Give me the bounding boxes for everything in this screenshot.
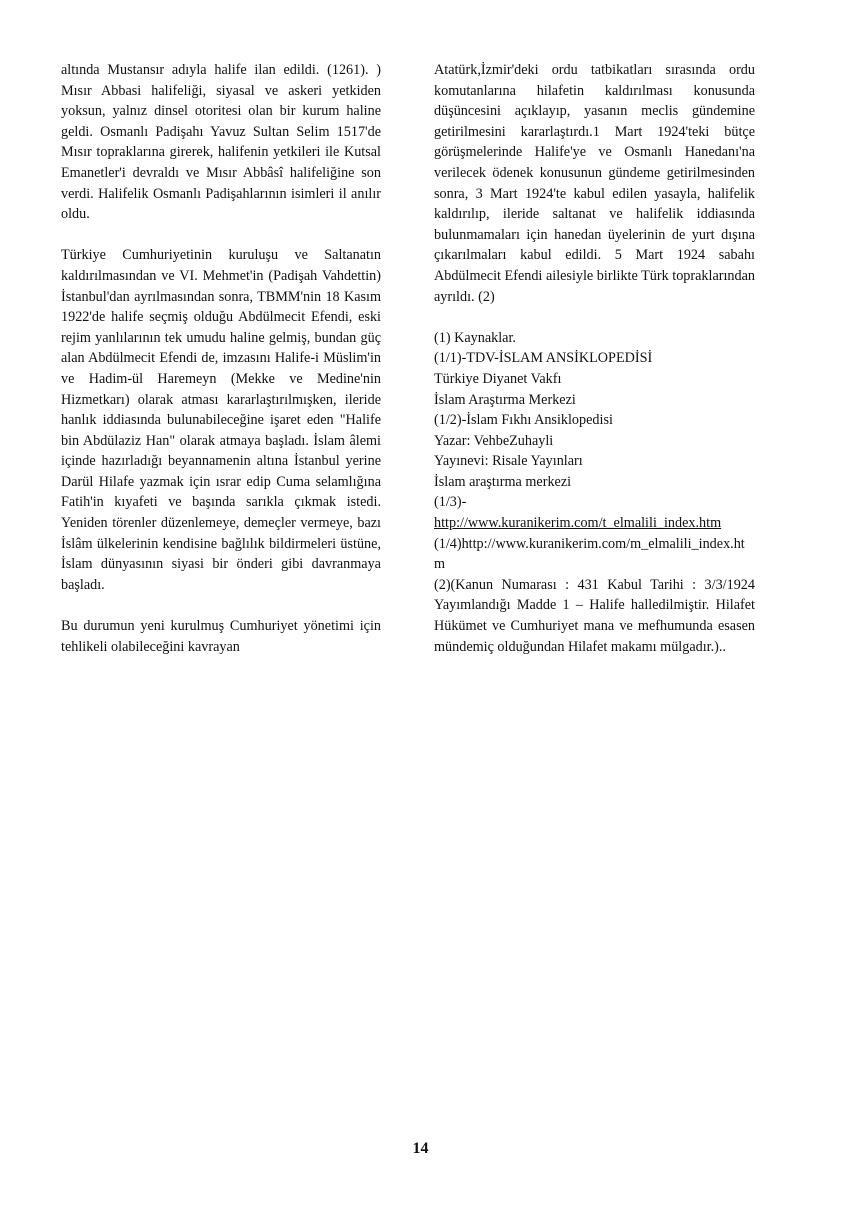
page-number: 14: [412, 1140, 429, 1157]
reference-2-publisher: Yayınevi: Risale Yayınları: [434, 453, 583, 470]
right-column: [434, 60, 755, 657]
paragraph-republic-founding: Türkiye Cumhuriyetinin kuruluşu ve Saltanatın kaldırılmasından ve VI. Mehmet'in (Padişah Vahdettin) İstanbul'dan ayrılmasından sonra, TBMM'nin 18 Kasım 1922'de halife seçmiş olduğu Abdülmecit Efendi, eski rejim yanlılarının tek umudu haline gelmiş, bundan güç alan Abdülmecit Efendi de, imzasını Halife-i Müslim'in ve Hadim-ül Haremeyn (Mekke ve Medine'nin Hizmetkarı) olarak atması kararlaştırılmışken, ileride hanlık iddiasında bulunabileceğine işaret eden "Halife bin Abdülaziz Han" olarak atmaya başladı. İslam âlemi içinde hazırladığı beyannamenin altına İstanbul yerine Darül Hilafe yazmak için ısrar edip Cuma selamlığına Fatih'in kıyafeti ve başında sarıkla çıkmak istedi. Yeniden törenler düzenlemeye, demeçler vermeye, bazı İslâm ülkelerinin kendisine bağlılık bildirmeleri üstüne, İslam dünyasının siyasi bir önderi gibi davranmaya başladı.: [61, 247, 381, 593]
reference-5-law: (2)(Kanun Numarası : 431 Kabul Tarihi : 3/3/1924 Yayımlandığı Madde 1 – Halife halledilmiştir. Hilafet Hükümet ve Cumhuriyet mana ve mefhumunda esasen mündemiç olduğundan Hilafet makamı mülgadır.)..: [434, 576, 755, 655]
reference-3-link[interactable]: http://www.kuranikerim.com/t_elmalili_index.htm: [434, 515, 722, 532]
reference-3-label: (1/3)-: [434, 494, 467, 511]
references-list: [434, 328, 755, 658]
reference-1-title: (1/1)-TDV-İSLAM ANSİKLOPEDİSİ: [434, 350, 653, 367]
left-column: [61, 60, 381, 657]
reference-4-url: (1/4)http://www.kuranikerim.com/m_elmalili_index.htm: [434, 535, 745, 573]
paragraph-republic-danger: Bu durumun yeni kurulmuş Cumhuriyet yönetimi için tehlikeli olabileceğini kavrayan: [61, 618, 381, 655]
paragraph-ataturk-abolition: Atatürk,İzmir'deki ordu tatbikatları sırasında ordu komutanlarına hilafetin kaldırılması konusunda düşüncesini açıklayıp, yasanın meclis gündemine getirilmesini kararlaştırdı.1 Mart 1924'teki bütçe görüşmelerinde Halife'ye ve Osmanlı Hanedanı'na verilecek ödenek konusunun gündeme getirilmesinden sonra, 3 Mart 1924'te kabul edilen yasayla, halifelik kaldırılıp, ileride saltanat ve halifelik iddiasında bulunmamaları için hanedan üyelerinin de yurt dışına çıkarılmaları kabul edildi. 5 Mart 1924 sabahı Abdülmecit Efendi ailesiyle birlikte Türk topraklarından ayrıldı. (2): [434, 62, 755, 305]
references-heading: (1) Kaynaklar.: [434, 329, 516, 346]
reference-2-title: (1/2)-İslam Fıkhı Ansiklopedisi: [434, 412, 613, 429]
paragraph-caliphate-history: altında Mustansır adıyla halife ilan edildi. (1261). ) Mısır Abbasi halifeliği, siyasal ve askeri yetkiden yoksun, yalnız dinsel otoritesi olan bir kurum haline geldi. Osmanlı Padişahı Yavuz Sultan Selim 1517'de Mısır topraklarına girerek, halifenin yetkileri ile Kutsal Emanetler'i devraldı ve Mısır Abbâsî halifeliğine son verdi. Halifelik Osmanlı Padişahlarının isimleri il anılır oldu.: [61, 62, 381, 223]
reference-1-publisher: Türkiye Diyanet Vakfı: [434, 370, 562, 387]
reference-1-center: İslam Araştırma Merkezi: [434, 391, 576, 408]
reference-2-author: Yazar: VehbeZuhayli: [434, 432, 554, 449]
reference-2-center: İslam araştırma merkezi: [434, 473, 572, 490]
